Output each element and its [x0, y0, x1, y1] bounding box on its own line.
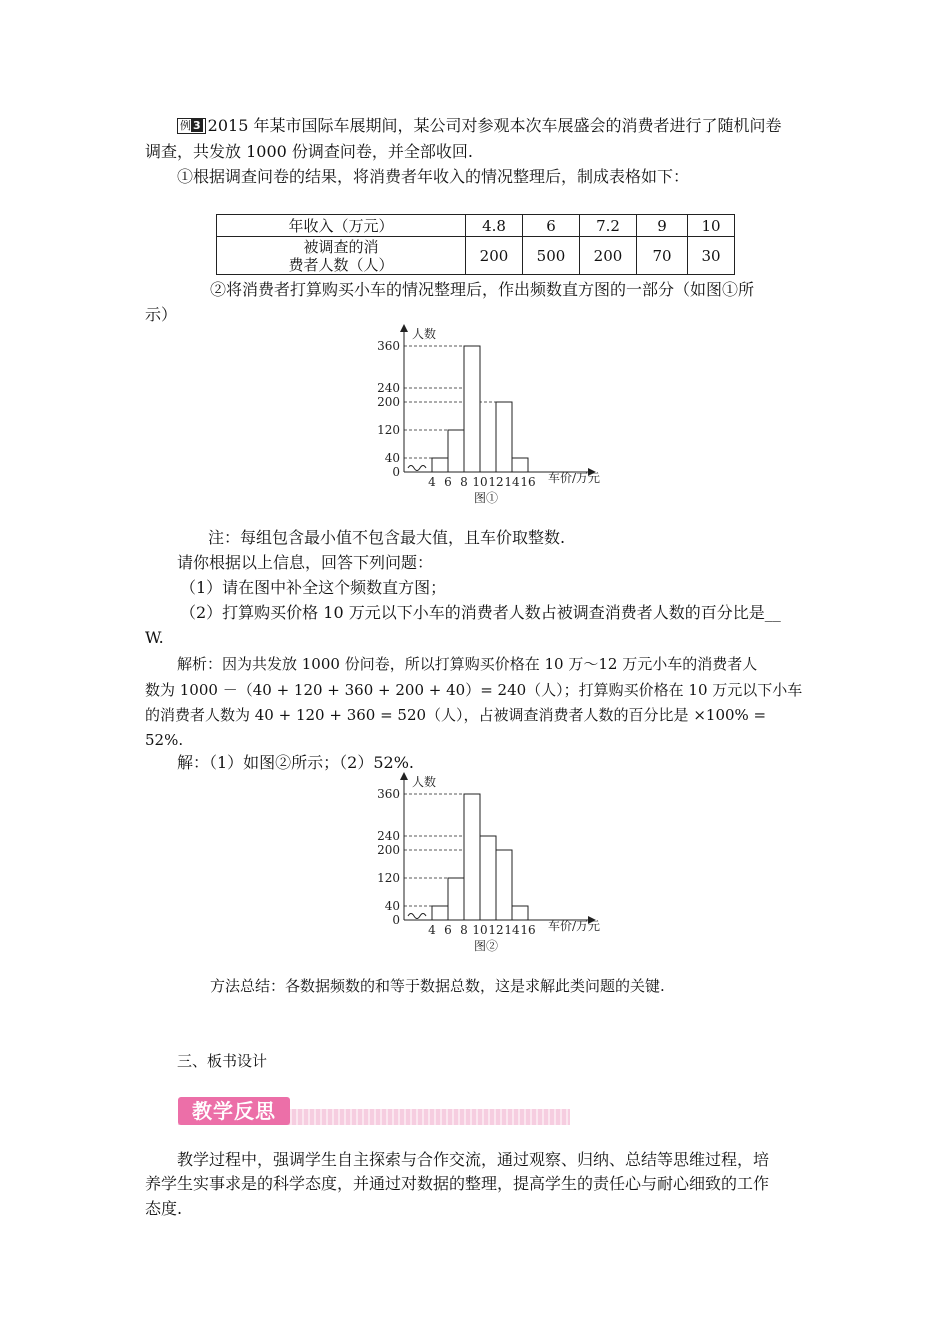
figure-caption: 图②: [473, 939, 499, 953]
x-tick-label: 4: [428, 923, 436, 937]
axis-break: [408, 466, 426, 471]
y-tick-label: 200: [377, 395, 400, 409]
y-tick-label: 240: [377, 829, 400, 843]
reflection-line2: 养学生实事求是的科学态度，并通过对数据的整理，提高学生的责任心与耐心细致的工作: [145, 1174, 770, 1193]
x-tick-label: 12: [488, 923, 504, 937]
example-intro-line1: 例 3 2015 年某市国际车展期间，某公司对参观本次车展盛会的消费者进行了随机问卷: [177, 114, 781, 138]
section-heading: 三、板书设计: [177, 1052, 268, 1070]
method-summary: 方法总结：各数据频数的和等于数据总数，这是求解此类问题的关键.: [210, 977, 665, 995]
table-header-income: 年收入（万元）: [217, 215, 466, 237]
y-axis-label: 人数: [412, 775, 437, 789]
income-table: [216, 214, 735, 275]
x-axis-label: 车价/万元: [548, 471, 601, 485]
table-cell: 500: [523, 237, 580, 275]
step1-text: ①根据调查问卷的结果，将消费者年收入的情况整理后，制成表格如下：: [177, 167, 690, 186]
x-tick-label: 4: [428, 475, 436, 489]
table-row: [217, 215, 735, 237]
y-axis-arrow: [400, 772, 408, 780]
x-tick-label: 6: [444, 475, 452, 489]
example-badge: 例 3: [177, 118, 206, 134]
histogram-bar: [512, 458, 528, 472]
histogram-bar: [512, 906, 528, 920]
x-tick-label: 16: [520, 923, 536, 937]
histogram-bar: [448, 878, 464, 920]
y-axis-arrow: [400, 324, 408, 332]
histogram-figure-1: [360, 322, 620, 508]
x-tick-label: 10: [472, 923, 488, 937]
solution-text: 解：（1）如图②所示；（2）52%.: [177, 753, 415, 772]
question-1: （1）请在图中补全这个频数直方图；: [180, 578, 447, 597]
table-cell: 10: [688, 215, 735, 237]
reflection-line3: 态度.: [145, 1199, 183, 1218]
x-tick-label: 16: [520, 475, 536, 489]
analysis-line1: 解析：因为共发放 1000 份问卷，所以打算购买价格在 10 万～12 万元小车的消费者人: [177, 655, 758, 673]
table-header-count: [217, 237, 466, 275]
y-tick-label: 240: [377, 381, 400, 395]
x-tick-label: 10: [472, 475, 488, 489]
table-cell: 6: [523, 215, 580, 237]
x-axis-label: 车价/万元: [548, 919, 601, 933]
axis-break: [408, 914, 426, 919]
table-cell: 30: [688, 237, 735, 275]
histogram-bar: [432, 458, 448, 472]
table-cell: 4.8: [466, 215, 523, 237]
table-cell: 7.2: [580, 215, 637, 237]
table-cell: 70: [637, 237, 688, 275]
y-tick-label: 40: [384, 899, 400, 913]
x-tick-label: 8: [460, 475, 468, 489]
y-tick-label: 200: [377, 843, 400, 857]
reflection-title: 教学反思: [178, 1097, 290, 1125]
histogram-bar: [480, 836, 496, 920]
table-header-count-b: 费者人数（人）: [288, 255, 394, 274]
histogram-bar: [432, 906, 448, 920]
x-tick-label: 12: [488, 475, 504, 489]
y-axis-label: 人数: [412, 327, 437, 341]
y-tick-label: 0: [392, 465, 400, 479]
y-tick-label: 120: [377, 871, 400, 885]
question-2-line1: （2）打算购买价格 10 万元以下小车的消费者人数占被调查消费者人数的百分比是__: [180, 603, 781, 622]
table-cell: 200: [580, 237, 637, 275]
table-header-count-a: 被调查的消: [303, 237, 379, 256]
reflection-line1: 教学过程中，强调学生自主探索与合作交流，通过观察、归纳、总结等思维过程，培: [177, 1150, 770, 1169]
histogram-bar: [496, 850, 512, 920]
reflection-banner: [178, 1097, 570, 1127]
step2-line1: ②将消费者打算购买小车的情况整理后，作出频数直方图的一部分（如图①所: [210, 280, 755, 299]
example-intro-line2: 调查，共发放 1000 份调查问卷，并全部收回.: [145, 142, 473, 161]
y-tick-label: 360: [377, 787, 400, 801]
y-tick-label: 0: [392, 913, 400, 927]
figure-caption: 图①: [473, 491, 499, 505]
histogram-bar: [448, 430, 464, 472]
x-tick-label: 14: [504, 923, 520, 937]
analysis-line3: 的消费者人数为 40 + 120 + 360 = 520（人），占被调查消费者人数的百分比是 ×100% =: [145, 706, 767, 724]
histogram-bar: [464, 794, 480, 920]
step2-line2: 示）: [145, 305, 178, 324]
table-cell: 9: [637, 215, 688, 237]
y-tick-label: 120: [377, 423, 400, 437]
histogram-figure-2: [360, 770, 620, 956]
x-tick-label: 6: [444, 923, 452, 937]
prompt-text: 请你根据以上信息，回答下列问题：: [177, 553, 434, 572]
table-row: [217, 237, 735, 275]
y-tick-label: 360: [377, 339, 400, 353]
table-cell: 200: [466, 237, 523, 275]
note-text: 注：每组包含最小值不包含最大值，且车价取整数.: [208, 528, 566, 547]
x-tick-label: 8: [460, 923, 468, 937]
x-tick-label: 14: [504, 475, 520, 489]
analysis-line2: 数为 1000 －（40 + 120 + 360 + 200 + 40）= 240（人）；打算购买价格在 10 万元以下小车: [145, 681, 803, 699]
question-2-line2: W.: [145, 628, 164, 647]
analysis-line4: 52%.: [145, 731, 184, 749]
histogram-bar: [496, 402, 512, 472]
y-tick-label: 40: [384, 451, 400, 465]
histogram-bar: [464, 346, 480, 472]
